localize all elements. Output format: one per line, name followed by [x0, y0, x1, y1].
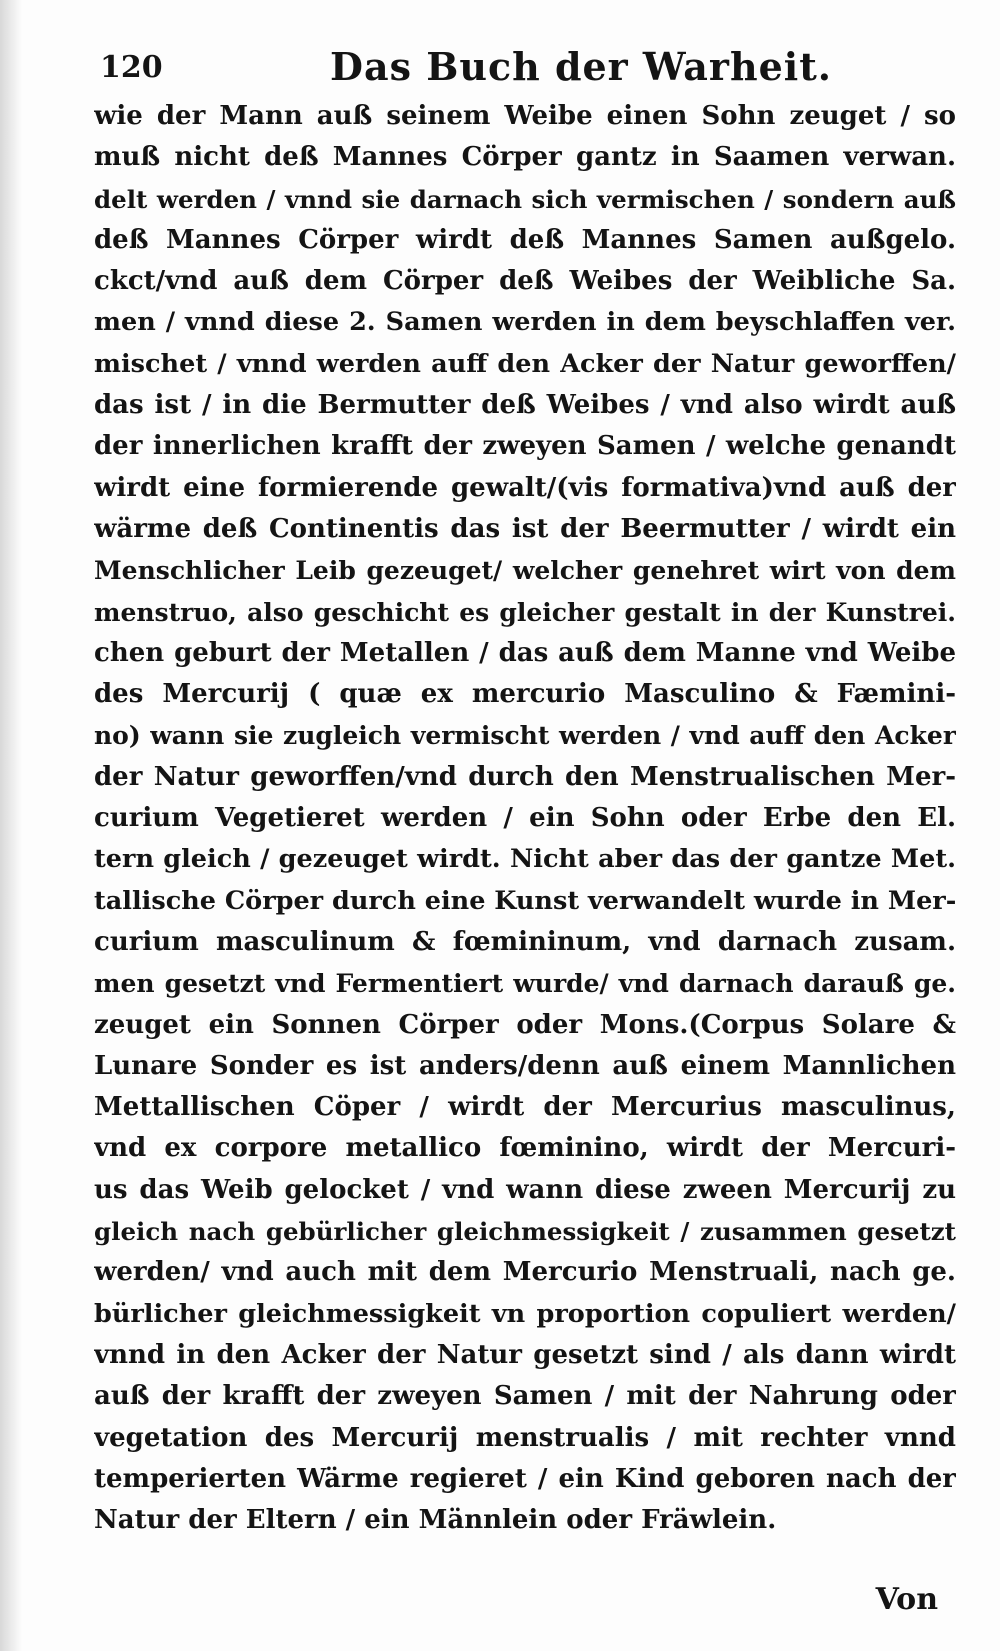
text-line: des Mercurij ( quæ ex mercurio Masculino & Fæmini- [94, 679, 956, 710]
page-header [100, 44, 940, 94]
text-line: gleich nach gebürlicher gleichmessigkeit / zusammen gesetzt [94, 1217, 956, 1247]
text-line: muß nicht deß Mannes Cörper gantz in Saamen verwan. [94, 142, 956, 173]
body-text [94, 96, 956, 1541]
text-line: mischet / vnnd werden auff den Acker der Natur geworffen/ [94, 348, 956, 379]
text-line: Lunare Sonder es ist anders/denn auß einem Mannlichen [94, 1050, 956, 1081]
running-head: Das Buch der Warheit. [330, 44, 832, 89]
text-line: der innerlichen krafft der zweyen Samen / welche genandt [94, 431, 956, 462]
text-line: temperierten Wärme regieret / ein Kind geboren nach der [94, 1463, 956, 1494]
text-line: no) wann sie zugleich vermischt werden / vnd auff den Acker [94, 721, 956, 751]
text-line: Mettallischen Cöper / wirdt der Mercurius masculinus, [94, 1092, 956, 1123]
text-line: tallische Cörper durch eine Kunst verwandelt wurde in Mer- [94, 885, 956, 916]
text-line: delt werden / vnnd sie darnach sich vermischen / sondern auß [94, 184, 956, 214]
text-line: das ist / in die Bermutter deß Weibes / vnd also wirdt auß [94, 390, 956, 421]
text-line: curium masculinum & fœmininum, vnd darnach zusam. [94, 926, 956, 957]
text-line: bürlicher gleichmessigkeit vn proportion copuliert werden/ [94, 1298, 956, 1329]
text-line: zeuget ein Sonnen Cörper oder Mons.(Corpus Solare & [94, 1009, 956, 1040]
text-line-last: Natur der Eltern / ein Männlein oder Fräwlein. [94, 1505, 777, 1536]
text-line: chen geburt der Metallen / das auß dem Manne vnd Weibe [94, 637, 956, 668]
catchword: Von [875, 1582, 938, 1617]
text-line: wie der Mann auß seinem Weibe einen Sohn zeuget / so [94, 101, 956, 131]
text-line: auß der krafft der zweyen Samen / mit der Nahrung oder [94, 1381, 956, 1412]
text-line: vnnd in den Acker der Natur gesetzt sind / als dann wirdt [94, 1339, 956, 1370]
page-number: 120 [100, 50, 163, 85]
text-line: men gesetzt vnd Fermentiert wurde/ vnd darnach darauß ge. [94, 969, 956, 999]
text-line: werden/ vnd auch mit dem Mercurio Menstruali, nach ge. [94, 1257, 956, 1288]
text-line: wirdt eine formierende gewalt/(vis formativa)vnd auß der [94, 472, 956, 503]
text-line: men / vnnd diese 2. Samen werden in dem beyschlaffen ver. [94, 307, 956, 338]
text-line: Menschlicher Leib gezeuget/ welcher genehret wirt von dem [94, 556, 956, 586]
text-line: vnd ex corpore metallico fœminino, wirdt der Mercuri- [94, 1133, 956, 1164]
text-line: tern gleich / gezeuget wirdt. Nicht aber das der gantze Met. [94, 844, 956, 875]
text-line: deß Mannes Cörper wirdt deß Mannes Samen außgelo. [94, 224, 956, 255]
text-line: der Natur geworffen/vnd durch den Menstrualischen Mer- [94, 761, 956, 792]
text-line: curium Vegetieret werden / ein Sohn oder Erbe den El. [94, 803, 956, 834]
text-line: ckct/vnd auß dem Cörper deß Weibes der Weibliche Sa. [94, 266, 956, 297]
text-line: us das Weib gelocket / vnd wann diese zween Mercurij zu [94, 1174, 956, 1205]
text-line: menstruo, also geschicht es gleicher gestalt in der Kunstrei. [94, 597, 956, 627]
page-gutter-shadow [0, 0, 22, 1651]
text-line: wärme deß Continentis das ist der Beermutter / wirdt ein [94, 513, 956, 544]
text-line: vegetation des Mercurij menstrualis / mit rechter vnnd [94, 1422, 956, 1453]
